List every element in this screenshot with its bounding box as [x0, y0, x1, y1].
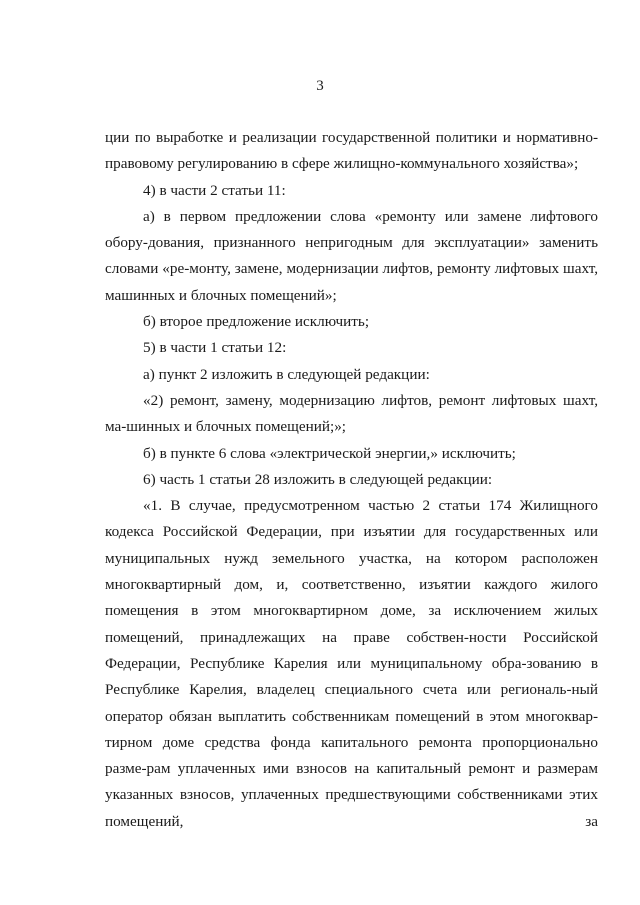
page-number: 3: [316, 78, 324, 94]
paragraph-continuation: ции по выработке и реализации государственной политики и нормативно-правовому регулированию в сфере жилищно-коммунального хозяйства»;: [105, 129, 598, 173]
paragraph-item-5a: а) пункт 2 изложить в следующей редакции:: [143, 365, 430, 383]
paragraph-item-4: 4) в части 2 статьи 11:: [143, 181, 286, 199]
document-body: [105, 125, 598, 835]
paragraph-item-5: 5) в части 1 статьи 12:: [143, 339, 287, 357]
paragraph-item-4b: б) второе предложение исключить;: [143, 313, 370, 331]
paragraph-item-4a: а) в первом предложении слова «ремонту или замене лифтового обору-дования, признанного непригодным для эксплуатации» заменить словами «ре-монту, замене, модернизации лифтов, ремонту лифтовых шахт, машинных и блочных помещений»;: [105, 207, 598, 304]
paragraph-item-5b: б) в пункте 6 слова «электрической энергии,» исключить;: [143, 444, 516, 462]
paragraph-item-6-text: «1. В случае, предусмотренном частью 2 статьи 174 Жилищного кодекса Российской Федерации, при изъятии для государственных или муниципальных нужд земельного участка, на котором расположен многоквартирный дом, и, соответственно, изъятии каждого жилого помещения в этом многоквартирном доме, за исключением жилых помещений, принадлежащих на праве собствен-ности Российской Федерации, Республике Карелия или муниципальному обра-зованию в Республике Карелия, владелец специального счета или региональ-ный оператор обязан выплатить собственникам помещений в этом многоквар-тирном доме средства фонда капитального ремонта пропорционально разме-рам уплаченных ими взносов на капитальный ремонт и размерам указанных взносов, уплаченных предшествующими собственниками этих помещений, за: [105, 497, 598, 830]
paragraph-item-5a-text: «2) ремонт, замену, модернизацию лифтов, ремонт лифтовых шахт, ма-шинных и блочных помещений;»;: [105, 391, 598, 436]
paragraph-item-6: 6) часть 1 статьи 28 изложить в следующей редакции:: [143, 470, 493, 488]
